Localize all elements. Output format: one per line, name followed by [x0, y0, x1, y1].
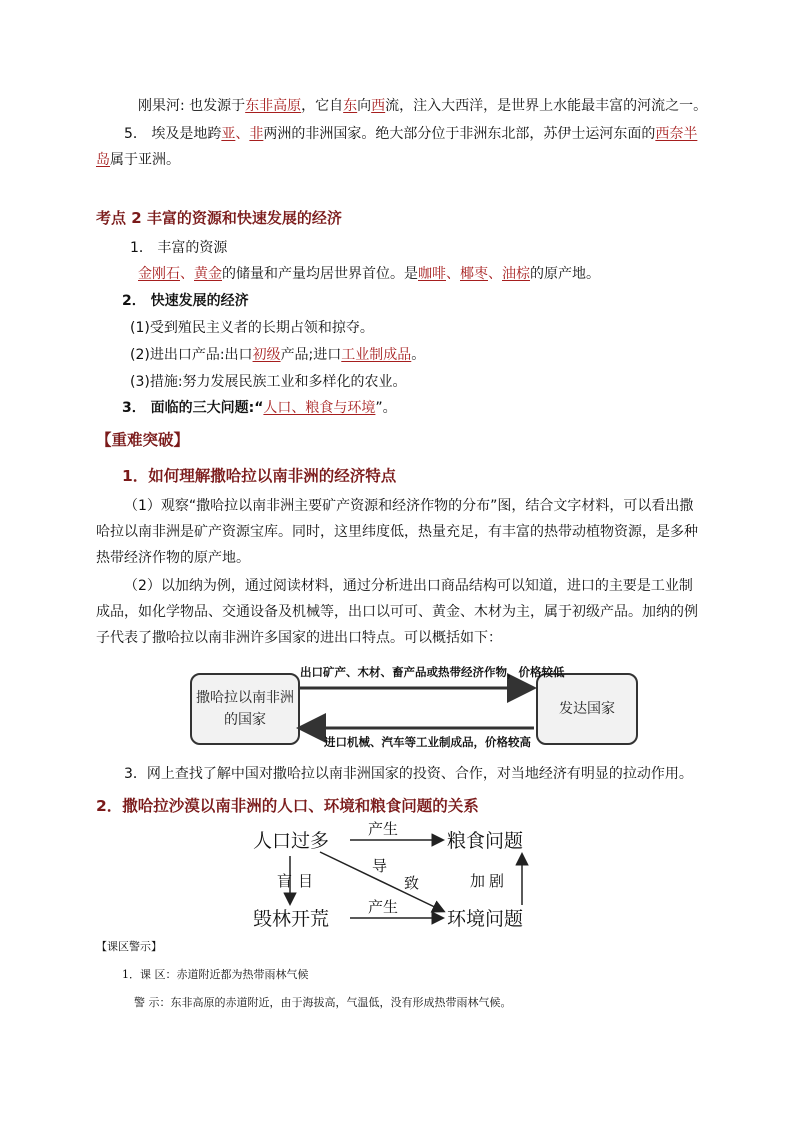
import-label: 进口机械、汽车等工业制成品，价格较高	[324, 735, 531, 749]
keyword: 油棕	[502, 266, 530, 282]
developed-countries-box: 发达国家	[536, 673, 638, 745]
separator: 、	[446, 266, 460, 282]
text: ，它自	[301, 98, 344, 114]
keyword: 黄金	[194, 266, 222, 282]
key-points-header: 【重难突破】	[96, 431, 190, 449]
misc-line-1: 1．课 区：赤道附近都为热带雨林气候	[122, 968, 309, 981]
para2-line1: （2）以加纳为例，通过阅读材料，通过分析进出口商品结构可以知道，进口的主要是工业制	[124, 578, 693, 594]
keyword: 西奈半	[655, 126, 698, 142]
export-label: 出口矿产、木材、畜产品或热带经济作物，价格较低	[300, 665, 565, 679]
misc-line-2: 警 示：东非高原的赤道附近，由于海拔高，气温低，没有形成热带雨林气候。	[134, 996, 512, 1009]
para3: 3．网上查找了解中国对撒哈拉以南非洲国家的投资、合作，对当地经济有明显的拉动作用。	[124, 766, 693, 782]
keyword: 非	[249, 126, 264, 142]
keyword: 亚	[221, 126, 236, 142]
node-env-problem: 环境问题	[447, 908, 524, 930]
text: 。	[411, 347, 426, 363]
label-lead-2: 致	[404, 874, 420, 892]
para1-line2: 哈拉以南非洲是矿产资源宝库。同时，这里纬度低，热量充足，有丰富的热带动植物资源，是多种	[96, 524, 698, 540]
keyword: 东	[343, 98, 358, 114]
text: 属于亚洲。	[110, 152, 180, 168]
keyword: 金刚石	[138, 266, 180, 282]
text: ”。	[375, 400, 397, 416]
keyword: 人口、粮食与环境	[263, 400, 376, 416]
node-deforestation: 毁林开荒	[253, 908, 330, 930]
economy-heading: 2． 快速发展的经济	[122, 293, 249, 309]
node-food-problem: 粮食问题	[447, 830, 524, 852]
text: 刚果河: 也发源于	[138, 98, 246, 114]
misc-header: 【课区警示】	[96, 940, 162, 953]
text: 的储量和产量均居世界首位。是	[222, 266, 418, 282]
para2-line3: 子代表了撒哈拉以南非洲许多国家的进出口特点。可以概括如下：	[96, 630, 502, 646]
label-produce-1: 产生	[368, 820, 399, 838]
subheading-1: 1．如何理解撒哈拉以南非洲的经济特点	[122, 467, 397, 485]
keyword: 椰枣	[460, 266, 488, 282]
label-blind: 盲目	[277, 872, 320, 890]
text: 5． 埃及是地跨	[124, 126, 222, 142]
para2-line2: 成品，如化学物品、交通设备及机械等，出口以可可、黄金、木材为主，属于初级产品。加纳的例	[96, 604, 698, 620]
para1-line1: （1）观察“撒哈拉以南非洲主要矿产资源和经济作物的分布”图，结合文字材料，可以看出撒	[124, 498, 694, 514]
separator: 、	[488, 266, 502, 282]
text: 3． 面临的三大问题:“	[122, 400, 264, 416]
keyword: 咖啡	[418, 266, 446, 282]
resource-heading: 1． 丰富的资源	[130, 240, 228, 256]
separator: 、	[180, 266, 194, 282]
economy-point-3: (3)措施:努力发展民族工业和多样化的农业。	[130, 374, 407, 390]
subheading-2: 2．撒哈拉沙漠以南非洲的人口、环境和粮食问题的关系	[96, 797, 479, 815]
text: (2)进出口产品:出口	[130, 347, 253, 363]
separator: 、	[235, 126, 250, 142]
node-overpopulation: 人口过多	[253, 830, 330, 852]
keyword: 初级	[252, 347, 281, 363]
keyword: 工业制成品	[341, 347, 412, 363]
keyword: 西	[371, 98, 386, 114]
label-produce-2: 产生	[368, 898, 399, 916]
economy-point-1: (1)受到殖民主义者的长期占领和掠夺。	[130, 320, 374, 336]
para1-line3: 热带经济作物的原产地。	[96, 550, 250, 566]
box-text: 撒哈拉以南非洲 的国家	[196, 690, 294, 728]
text: 的原产地。	[530, 266, 600, 282]
keyword: 东非高原	[245, 98, 302, 114]
section-title-kaodian2: 考点 2 丰富的资源和快速发展的经济	[96, 209, 342, 227]
text: 流，注入大西洋，是世界上水能最丰富的河流之一。	[385, 98, 708, 114]
label-lead-1: 导	[372, 857, 388, 875]
label-aggravate: 加剧	[470, 872, 509, 890]
text: 产品;进口	[280, 347, 342, 363]
text: 向	[357, 98, 372, 114]
text: 两洲的非洲国家。绝大部分位于非洲东北部，苏伊士运河东面的	[263, 126, 656, 142]
keyword: 岛	[96, 152, 110, 168]
